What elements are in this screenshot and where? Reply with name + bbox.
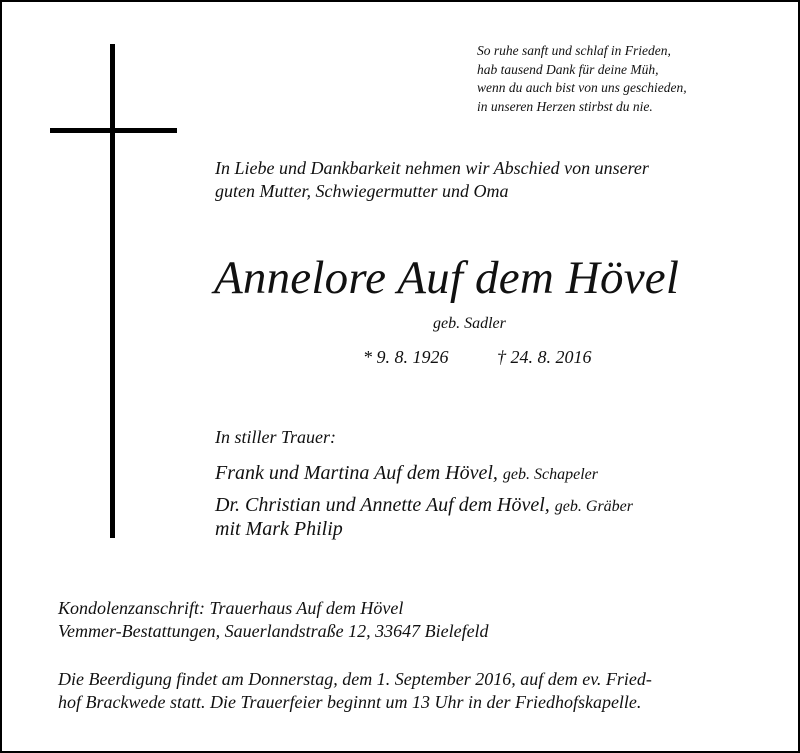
mourner-note: geb. Schapeler bbox=[502, 466, 598, 483]
funeral-line: Die Beerdigung findet am Donnerstag, dem 1. September 2016, auf dem ev. Fried- bbox=[58, 669, 652, 689]
intro-line: guten Mutter, Schwiegermutter und Oma bbox=[215, 181, 509, 201]
condolence-address bbox=[58, 597, 489, 643]
farewell-intro bbox=[215, 157, 649, 203]
funeral-line: hof Brackwede statt. Die Trauerfeier beginnt um 13 Uhr in der Friedhofskapelle. bbox=[58, 692, 642, 712]
poem-line: hab tausend Dank für deine Müh, bbox=[477, 61, 659, 77]
mourner-name: Dr. Christian und Annette Auf dem Hövel, bbox=[215, 494, 550, 516]
death-date: † 24. 8. 2016 bbox=[497, 347, 592, 367]
mourner-name: mit Mark Philip bbox=[215, 518, 343, 540]
birth-date: * 9. 8. 1926 bbox=[363, 347, 449, 367]
mourner-entry bbox=[215, 516, 343, 542]
condolence-line: Kondolenzanschrift: Trauerhaus Auf dem Hövel bbox=[58, 598, 404, 618]
memorial-poem bbox=[477, 42, 687, 116]
mourner-entry bbox=[215, 460, 598, 488]
poem-line: in unseren Herzen stirbst du nie. bbox=[477, 98, 653, 114]
condolence-line: Vemmer-Bestattungen, Sauerlandstraße 12, 33647 Bielefeld bbox=[58, 621, 489, 641]
poem-line: So ruhe sanft und schlaf in Frieden, bbox=[477, 43, 671, 58]
poem-line: wenn du auch bist von uns geschieden, bbox=[477, 80, 687, 95]
mourner-name: Frank und Martina Auf dem Hövel, bbox=[215, 462, 498, 484]
funeral-info bbox=[58, 668, 652, 714]
deceased-name: Annelore Auf dem Hövel bbox=[214, 252, 680, 304]
mourner-note: geb. Gräber bbox=[554, 498, 634, 515]
mourners-heading: In stiller Trauer: bbox=[215, 427, 337, 447]
cross-horizontal-bar bbox=[50, 128, 177, 133]
cross-vertical-bar bbox=[110, 44, 115, 538]
maiden-name: geb. Sadler bbox=[433, 315, 506, 332]
intro-line: In Liebe und Dankbarkeit nehmen wir Abschied von unserer bbox=[215, 158, 649, 178]
